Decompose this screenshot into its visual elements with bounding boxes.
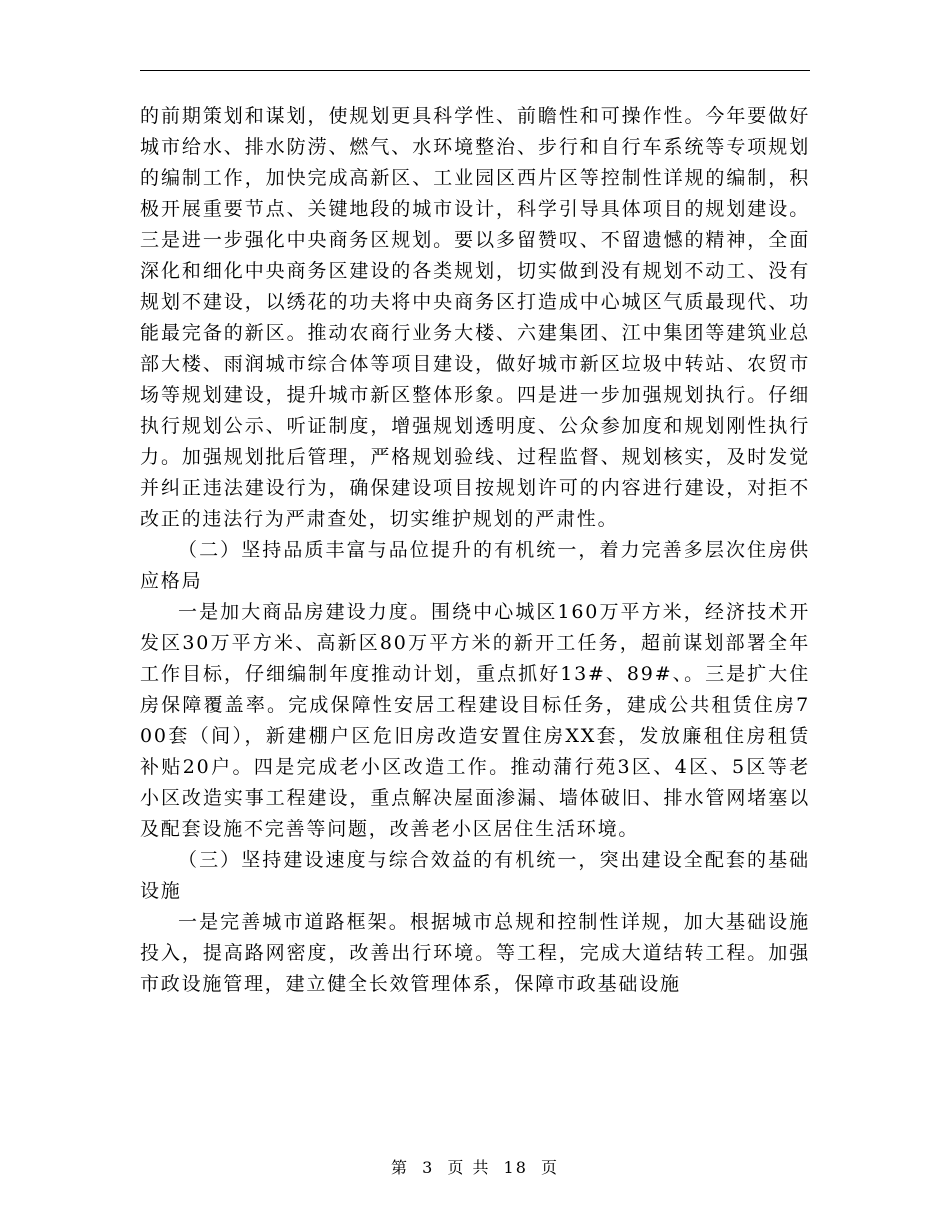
footer-suffix: 页	[541, 1158, 560, 1177]
page-number: 3	[422, 1158, 435, 1177]
page-footer	[0, 1155, 950, 1178]
paragraph-infrastructure: 一是完善城市道路框架。根据城市总规和控制性详规，加大基础设施投入，提高路网密度，改善出行环境。等工程，完成大道结转工程。加强市政设施管理，建立健全长效管理体系，保障市政基础设施	[140, 911, 810, 995]
section-heading-3: （三）坚持建设速度与综合效益的有机统一，突出建设全配套的基础设施	[140, 849, 810, 902]
body-text	[140, 101, 810, 1000]
section-heading-2: （二）坚持品质丰富与品位提升的有机统一，着力完善多层次住房供应格局	[140, 539, 810, 592]
footer-middle: 页 共	[447, 1158, 491, 1177]
paragraph-continuation: 的前期策划和谋划，使规划更具科学性、前瞻性和可操作性。今年要做好城市给水、排水防涝、燃气、水环境整治、步行和自行车系统等专项规划的编制工作，加快完成高新区、工业园区西片区等控制性详规的编制，积极开展重要节点、关键地段的城市设计，科学引导具体项目的规划建设。三是进一步强化中央商务区规划。要以多留赞叹、不留遗憾的精神，全面深化和细化中央商务区建设的各类规划，切实做到没有规划不动工、没有规划不建设，以绣花的功夫将中央商务区打造成中心城区气质最现代、功能最完备的新区。推动农商行业务大楼、六建集团、江中集团等建筑业总部大楼、雨润城市综合体等项目建设，做好城市新区垃圾中转站、农贸市场等规划建设，提升城市新区整体形象。四是进一步加强规划执行。仔细执行规划公示、听证制度，增强规划透明度、公众参加度和规划刚性执行力。加强规划批后管理，严格规划验线、过程监督、规划核实，及时发觉并纠正违法建设行为，确保建设项目按规划许可的内容进行建设，对拒不改正的违法行为严肃查处，切实维护规划的严肃性。	[140, 105, 810, 530]
paragraph-housing: 一是加大商品房建设力度。围绕中心城区160万平方米，经济技术开发区30万平方米、高新区80万平方米的新开工任务，超前谋划部署全年工作目标，仔细编制年度推动计划，重点抓好13#、89#、。三是扩大住房保障覆盖率。完成保障性安居工程建设目标任务，建成公共租赁住房700套（间），新建棚户区危旧房改造安置住房XX套，发放廉租住房租赁补贴20户。四是完成老小区改造工作。推动蒲行苑3区、4区、5区等老小区改造实事工程建设，重点解决屋面渗漏、墙体破旧、排水管网堵塞以及配套设施不完善等问题，改善老小区居住生活环境。	[140, 601, 810, 840]
header-rule	[140, 70, 810, 71]
page-total: 18	[503, 1158, 528, 1177]
footer-prefix: 第	[390, 1158, 409, 1177]
